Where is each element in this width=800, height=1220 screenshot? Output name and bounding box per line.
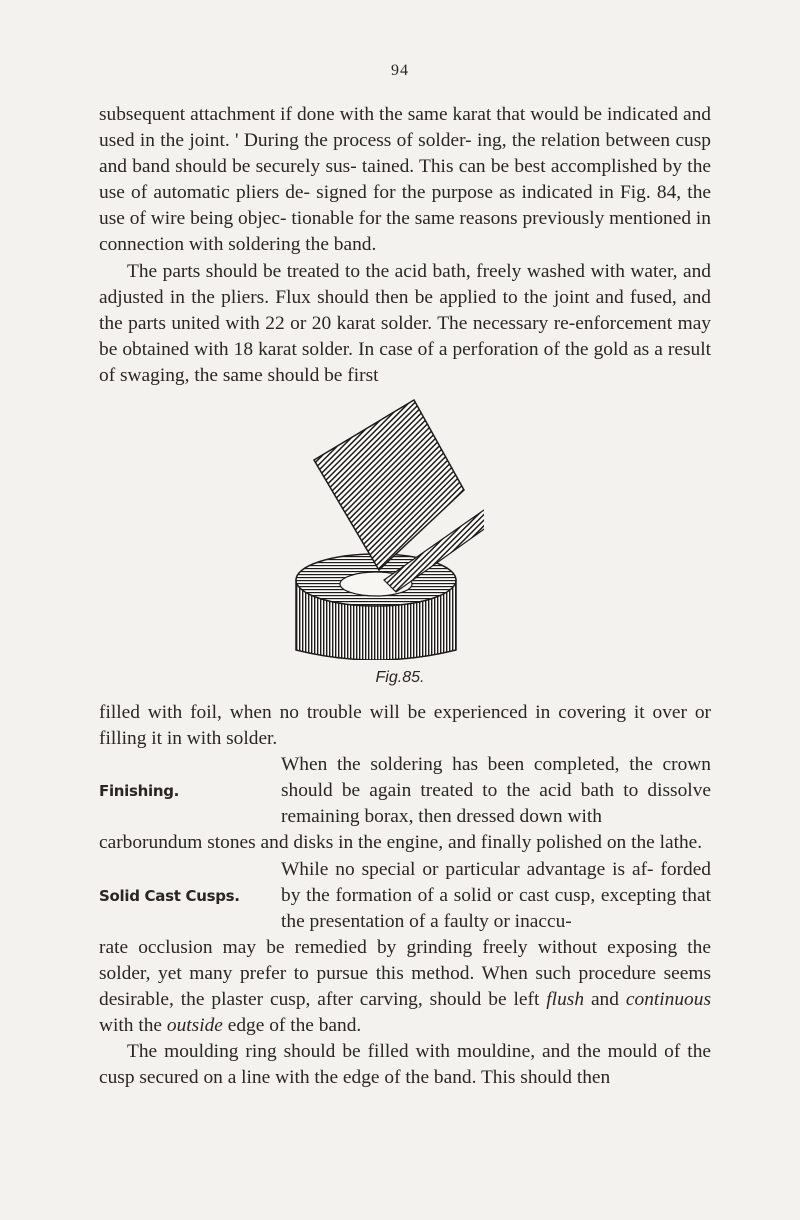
paragraph: The parts should be treated to the acid bath, freely washed with water, and adjusted in the pliers. Flux should then be applied to the joint and fused, and the parts united with 22 or 20 karat solder. The necessary re-enforcement may be obtained with 18 karat solder. In case of a perforation of the gold as a result of swaging, the same should be first [99, 260, 711, 386]
text-run: edge of the band. [227, 1015, 362, 1037]
figure-illustration [330, 340, 490, 685]
emphasis-outside: outside [166, 1015, 223, 1037]
paragraph: filled with foil, when no trouble will be experienced in covering it over or filling it in with solder. [99, 702, 711, 750]
solid-cast-side-text [281, 857, 711, 935]
lower-text [99, 700, 711, 1091]
finishing-section [99, 752, 711, 830]
margin-heading-finishing: Finishing. [99, 782, 180, 801]
emphasis-continuous: continuous [625, 989, 711, 1011]
paragraph: The moulding ring should be filled with mouldine, and the mould of the cusp secured on a line with the edge of the band. This should then [99, 1041, 711, 1089]
finishing-body: When the soldering has been completed, the crown should be again treated to the acid bath to dissolve remaining borax, then dressed down with [281, 754, 711, 828]
margin-heading-solid-cast-cusps: Solid Cast Cusps. [99, 886, 240, 905]
finishing-side-text [281, 752, 711, 830]
solid-cast-body: While no special or particular advantage is af- forded by the formation of a solid or cast cusp, excepting that the presentation of a faulty or inaccu- [281, 858, 711, 932]
text-run: rate occlusion may be remedied by grinding freely without exposing the solder, yet many prefer to pursue this method. When such procedure seems desirable, the plaster cusp, after carving, should be left [99, 936, 711, 1011]
text-run: and [590, 989, 619, 1011]
paragraph: subsequent attachment if done with the same karat that would be indicated and used in the joint. ' During the process of solder- ing, the relation between cusp and band should be securely sus- tained. This can be best accomplished by the use of automatic pliers de- signed for the purpose as indicated in Fig. 84, the use of wire being objec- tionable for the same reasons previously mentioned in connection with soldering the band. [99, 104, 711, 256]
paragraph [99, 935, 711, 1039]
emphasis-flush: flush [546, 989, 585, 1011]
solid-cast-section [99, 857, 711, 935]
text-run: with the [99, 1015, 163, 1037]
paragraph: carborundum stones and disks in the engine, and finally polished on the lathe. [99, 832, 703, 854]
page-number: 94 [391, 62, 409, 79]
pliers-and-ring-illustration [284, 340, 484, 660]
figure-caption: Fig.85. [375, 669, 425, 686]
